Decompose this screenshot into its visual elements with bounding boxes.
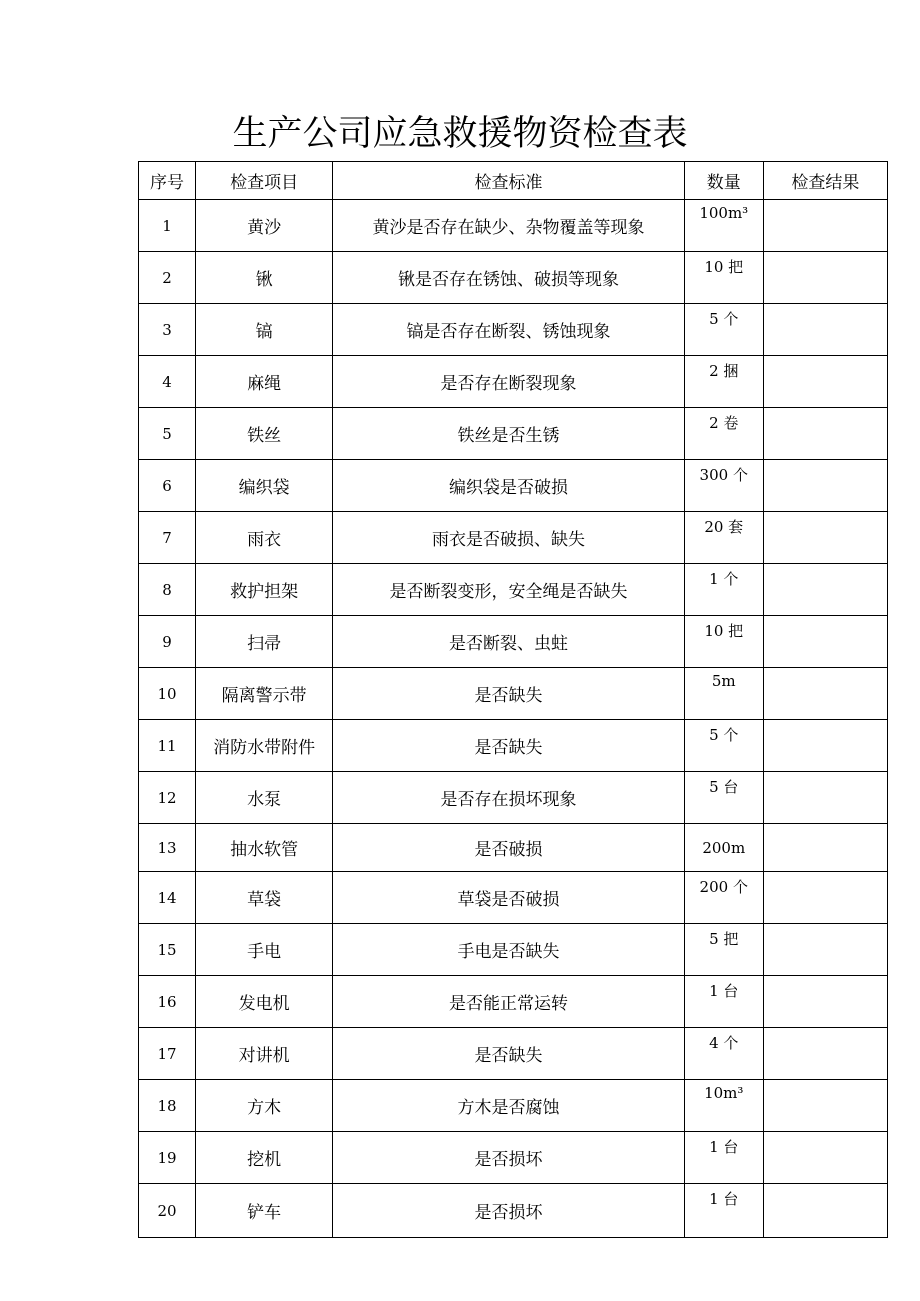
cell-result — [763, 772, 887, 824]
cell-no: 13 — [139, 824, 196, 872]
cell-standard: 编织袋是否破损 — [333, 460, 684, 512]
cell-item: 挖机 — [196, 1132, 333, 1184]
cell-item: 铲车 — [196, 1184, 333, 1238]
cell-result — [763, 1080, 887, 1132]
cell-quantity: 200m — [684, 824, 763, 872]
cell-no: 20 — [139, 1184, 196, 1238]
cell-result — [763, 1028, 887, 1080]
cell-standard: 是否破损 — [333, 824, 684, 872]
cell-standard: 是否损坏 — [333, 1184, 684, 1238]
cell-result — [763, 872, 887, 924]
table-row — [139, 356, 888, 408]
cell-standard: 手电是否缺失 — [333, 924, 684, 976]
table-row — [139, 1132, 888, 1184]
cell-standard: 是否断裂变形，安全绳是否缺失 — [333, 564, 684, 616]
cell-result — [763, 460, 887, 512]
cell-item: 隔离警示带 — [196, 668, 333, 720]
header-item: 检查项目 — [196, 162, 333, 200]
table-row — [139, 564, 888, 616]
cell-standard: 是否损坏 — [333, 1132, 684, 1184]
table-row — [139, 668, 888, 720]
cell-no: 11 — [139, 720, 196, 772]
cell-no: 15 — [139, 924, 196, 976]
cell-quantity: 10 把 — [684, 616, 763, 668]
table-row — [139, 252, 888, 304]
table-row — [139, 512, 888, 564]
cell-result — [763, 824, 887, 872]
cell-quantity: 1 个 — [684, 564, 763, 616]
table-row — [139, 1028, 888, 1080]
cell-item: 手电 — [196, 924, 333, 976]
cell-standard: 方木是否腐蚀 — [333, 1080, 684, 1132]
cell-result — [763, 1184, 887, 1238]
cell-item: 方木 — [196, 1080, 333, 1132]
inspection-table — [138, 161, 888, 1238]
cell-quantity: 1 台 — [684, 1184, 763, 1238]
cell-result — [763, 512, 887, 564]
header-result: 检查结果 — [763, 162, 887, 200]
cell-no: 14 — [139, 872, 196, 924]
cell-item: 发电机 — [196, 976, 333, 1028]
cell-standard: 是否存在断裂现象 — [333, 356, 684, 408]
table-row — [139, 408, 888, 460]
cell-no: 8 — [139, 564, 196, 616]
cell-standard: 草袋是否破损 — [333, 872, 684, 924]
cell-no: 1 — [139, 200, 196, 252]
cell-result — [763, 668, 887, 720]
cell-quantity: 10m³ — [684, 1080, 763, 1132]
cell-no: 7 — [139, 512, 196, 564]
cell-quantity: 5 台 — [684, 772, 763, 824]
cell-item: 铁丝 — [196, 408, 333, 460]
cell-item: 对讲机 — [196, 1028, 333, 1080]
cell-standard: 雨衣是否破损、缺失 — [333, 512, 684, 564]
cell-item: 镐 — [196, 304, 333, 356]
table-row — [139, 200, 888, 252]
cell-result — [763, 356, 887, 408]
cell-item: 锹 — [196, 252, 333, 304]
table-row — [139, 976, 888, 1028]
table-row — [139, 720, 888, 772]
cell-no: 6 — [139, 460, 196, 512]
cell-item: 雨衣 — [196, 512, 333, 564]
cell-standard: 铁丝是否生锈 — [333, 408, 684, 460]
cell-item: 编织袋 — [196, 460, 333, 512]
header-no: 序号 — [139, 162, 196, 200]
cell-result — [763, 408, 887, 460]
cell-standard: 是否缺失 — [333, 720, 684, 772]
table-row — [139, 872, 888, 924]
cell-standard: 是否缺失 — [333, 668, 684, 720]
cell-result — [763, 200, 887, 252]
cell-item: 黄沙 — [196, 200, 333, 252]
cell-item: 消防水带附件 — [196, 720, 333, 772]
cell-quantity: 1 台 — [684, 976, 763, 1028]
table-header-row — [139, 162, 888, 200]
cell-result — [763, 924, 887, 976]
cell-result — [763, 720, 887, 772]
cell-standard: 锹是否存在锈蚀、破损等现象 — [333, 252, 684, 304]
table-row — [139, 304, 888, 356]
cell-item: 草袋 — [196, 872, 333, 924]
table-row — [139, 460, 888, 512]
cell-result — [763, 252, 887, 304]
cell-item: 抽水软管 — [196, 824, 333, 872]
cell-quantity: 1 台 — [684, 1132, 763, 1184]
cell-no: 4 — [139, 356, 196, 408]
cell-result — [763, 616, 887, 668]
cell-no: 12 — [139, 772, 196, 824]
cell-item: 扫帚 — [196, 616, 333, 668]
cell-item: 水泵 — [196, 772, 333, 824]
cell-quantity: 300 个 — [684, 460, 763, 512]
cell-quantity: 5 个 — [684, 720, 763, 772]
cell-standard: 是否能正常运转 — [333, 976, 684, 1028]
cell-result — [763, 976, 887, 1028]
cell-item: 麻绳 — [196, 356, 333, 408]
cell-no: 19 — [139, 1132, 196, 1184]
cell-quantity: 5m — [684, 668, 763, 720]
table-row — [139, 924, 888, 976]
header-standard: 检查标准 — [333, 162, 684, 200]
table-row — [139, 824, 888, 872]
cell-quantity: 4 个 — [684, 1028, 763, 1080]
cell-no: 10 — [139, 668, 196, 720]
header-quantity: 数量 — [684, 162, 763, 200]
cell-quantity: 100m³ — [684, 200, 763, 252]
cell-no: 2 — [139, 252, 196, 304]
cell-quantity: 20 套 — [684, 512, 763, 564]
cell-no: 16 — [139, 976, 196, 1028]
cell-no: 3 — [139, 304, 196, 356]
cell-standard: 是否缺失 — [333, 1028, 684, 1080]
cell-quantity: 5 把 — [684, 924, 763, 976]
cell-quantity: 200 个 — [684, 872, 763, 924]
cell-item: 救护担架 — [196, 564, 333, 616]
cell-quantity: 2 卷 — [684, 408, 763, 460]
cell-quantity: 10 把 — [684, 252, 763, 304]
cell-result — [763, 1132, 887, 1184]
cell-result — [763, 304, 887, 356]
page-title: 生产公司应急救援物资检查表 — [232, 114, 688, 154]
cell-no: 9 — [139, 616, 196, 668]
cell-standard: 是否断裂、虫蛀 — [333, 616, 684, 668]
cell-quantity: 5 个 — [684, 304, 763, 356]
cell-standard: 是否存在损坏现象 — [333, 772, 684, 824]
cell-no: 17 — [139, 1028, 196, 1080]
table-row — [139, 1080, 888, 1132]
cell-result — [763, 564, 887, 616]
cell-standard: 黄沙是否存在缺少、杂物覆盖等现象 — [333, 200, 684, 252]
table-row — [139, 616, 888, 668]
cell-no: 18 — [139, 1080, 196, 1132]
cell-standard: 镐是否存在断裂、锈蚀现象 — [333, 304, 684, 356]
table-row — [139, 772, 888, 824]
cell-no: 5 — [139, 408, 196, 460]
table-row — [139, 1184, 888, 1238]
cell-quantity: 2 捆 — [684, 356, 763, 408]
